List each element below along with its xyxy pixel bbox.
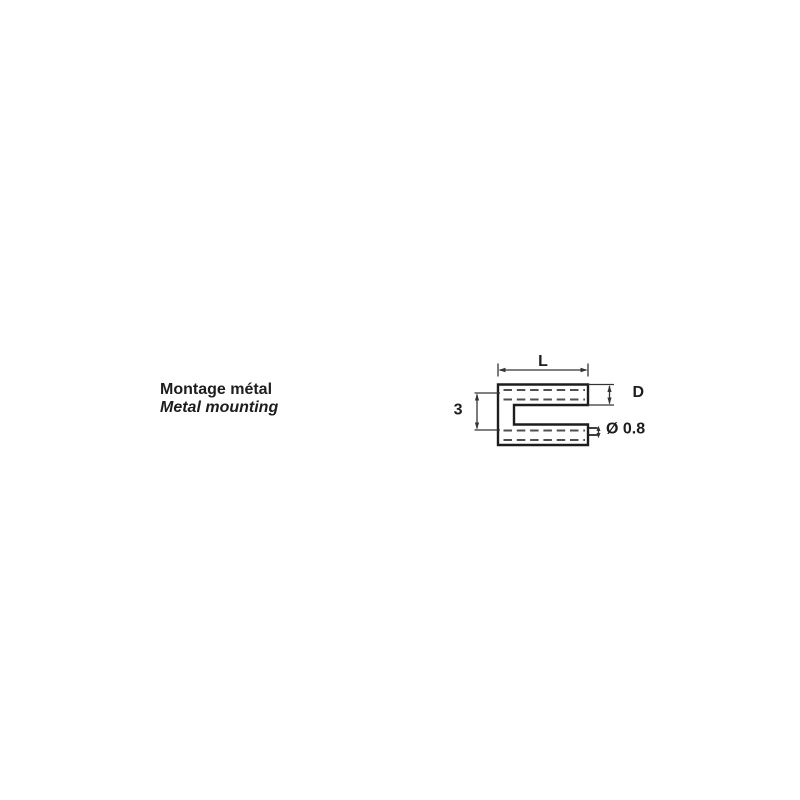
- arrow-down-icon: [607, 398, 611, 405]
- label-length: L: [538, 353, 548, 370]
- arrow-up-icon: [607, 385, 611, 392]
- dimension-wire-diameter: [597, 421, 646, 439]
- dimension-lead-spacing: [454, 393, 500, 430]
- arrow-down-icon: [475, 423, 479, 430]
- caption: [160, 381, 278, 416]
- label-body-diameter: D: [632, 384, 645, 401]
- arrow-right-icon: [581, 368, 588, 373]
- arrow-left-icon: [499, 368, 506, 373]
- lead-wire: [588, 428, 598, 435]
- label-wire-diameter: Ø 0.8: [606, 420, 646, 438]
- label-lead-spacing: 3: [453, 401, 463, 419]
- hidden-bore-lines: [504, 390, 586, 440]
- technical-drawing: [440, 340, 670, 460]
- caption-line-english: Metal mounting: [160, 398, 279, 416]
- arrow-up-icon: [475, 394, 479, 401]
- dimension-length: [498, 353, 588, 377]
- dimension-body-diameter: [588, 384, 644, 405]
- caption-line-french: Montage métal: [160, 381, 273, 398]
- component-body: [498, 385, 588, 446]
